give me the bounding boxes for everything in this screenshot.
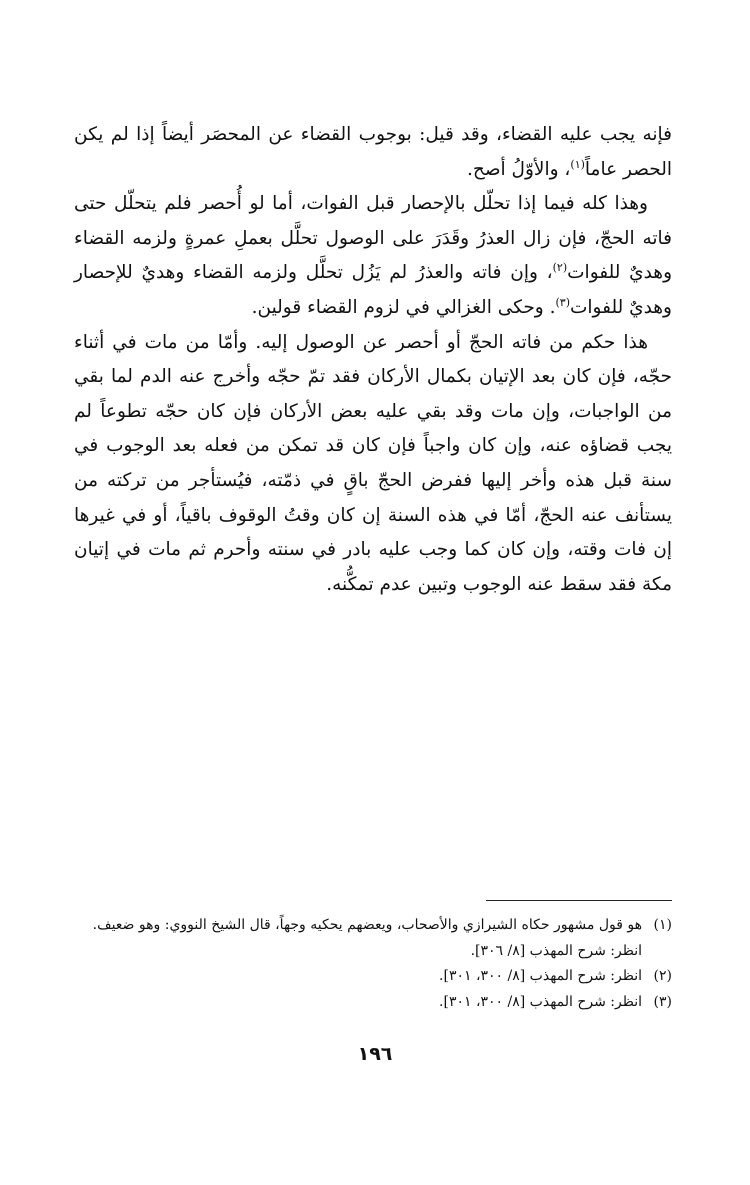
main-text	[74, 118, 672, 602]
footnote-ref-2[interactable]: (٢)	[552, 261, 568, 275]
footnote-text: انظر: شرح المهذب [٨/ ٣٠٠، ٣٠١].	[439, 968, 642, 984]
paragraph-1: فإنه يجب عليه القضاء، وقد قيل: بوجوب القضاء عن المحصَر أيضاً إذا لم يكن الحصر عاماً$^{(١)}$، والأوّلُ أصح.	[74, 124, 672, 180]
footnote-number: (١)	[653, 917, 672, 933]
footnote-ref-1[interactable]: (١)	[570, 157, 585, 171]
footnote-1	[74, 913, 672, 939]
footnote-text: هو قول مشهور حكاه الشيرازي والأصحاب، ويعضهم يحكيه وجهاً، قال الشيخ النووي: وهو ضعيف.	[92, 917, 642, 933]
footnote-text: انظر: شرح المهذب [٨/ ٣٠٠، ٣٠١].	[439, 993, 642, 1010]
footnote-2	[74, 964, 672, 990]
footnote-3	[74, 990, 672, 1016]
paragraph-3: هذا حكم من فاته الحجّ أو أحصر عن الوصول إليه. وأمّا من مات في أثناء حجّه، فإن كان بعد الإتيان بكمال الأركان فقد تمّ حجّه وأخرج عنه الدم لما بقي من الواجبات، وإن مات وقد بقي عليه بعض الأركان فإن كان حجّه تطوعاً لم يجب قضاؤه عنه، وإن كان واجباً فإن كان قد تمكن من فعله بعد الوجوب في سنة قبل هذه وأخر إليها ففرض الحجّ باقٍ في ذمّته، فيُستأجر من تركته من يستأنف عنه الحجّ، أمّا في هذه السنة إن كان وقتُ الوقوف باقياً، أو في غيرها إن فات وقته، وإن كان كما وجب عليه بادر في سنته وأحرم ثم مات في إتيان مكة فقد سقط عنه الوجوب وتبين عدم تمكُّنه.	[74, 331, 672, 595]
page-number: ١٩٦	[357, 1043, 393, 1065]
footnote-number: (٣)	[653, 993, 672, 1010]
footnote-number: (٢)	[653, 968, 672, 984]
footnote-ref-3[interactable]: (٣)	[555, 295, 570, 309]
footnotes	[74, 913, 672, 1015]
paragraph-2: وهذا كله فيما إذا تحلّل بالإحصار قبل الفوات، أما لو أُحصر فلم يتحلّل حتى فاته الحجّ، فإن زال العذرُ وقَدَرَ على الوصول تحلَّل بعملِ عمرةٍ ولزمه القضاء وهديٌ للفوات$^{(٢)}$، وإن فاته والعذرُ لم يَزُل تحلَّل ولزمه القضاء وهديٌ للإحصار وهديٌ للفوات$^{(٣)}$. وحكى الغزالي في لزوم القضاء قولين.	[74, 193, 672, 318]
footnote-1-continuation: انظر: شرح المهذب [٨/ ٣٠٦].	[470, 942, 642, 959]
footnote-divider	[486, 900, 672, 901]
